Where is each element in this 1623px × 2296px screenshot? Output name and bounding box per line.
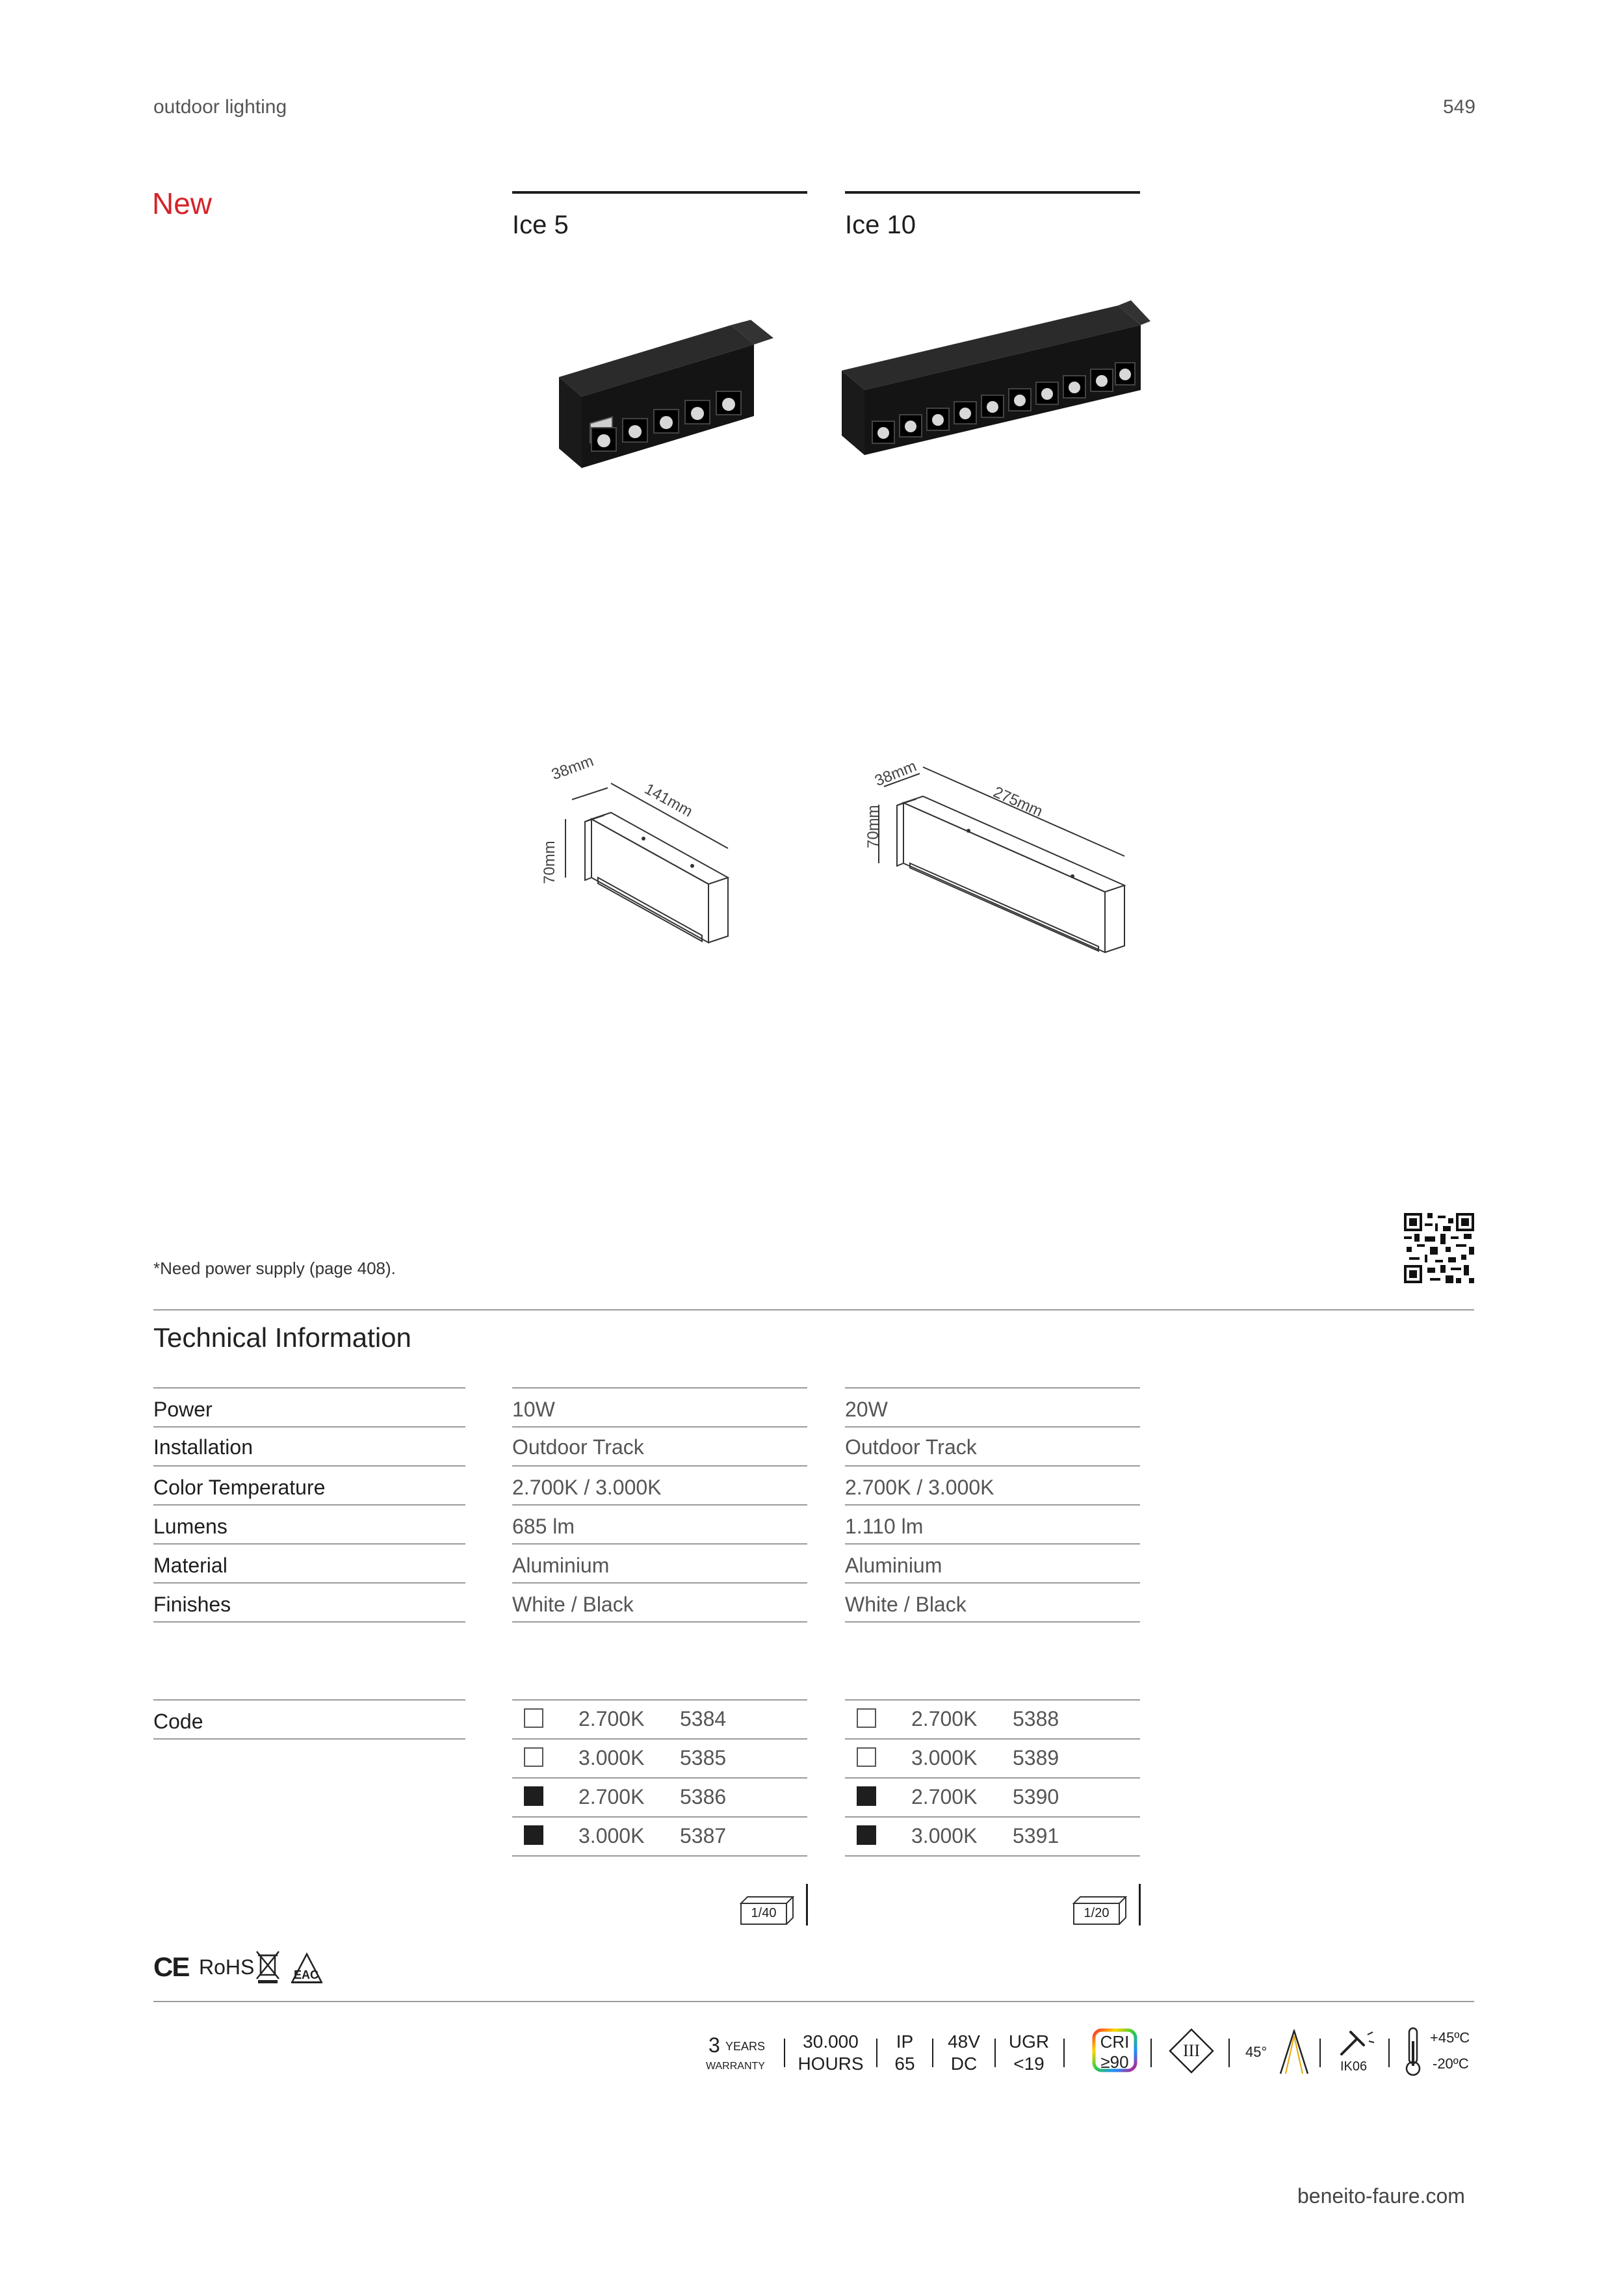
- code-label: Code: [153, 1710, 203, 1733]
- protection-class-icon: III: [1169, 2028, 1214, 2074]
- ice5-code-temp: 2.700K: [578, 1707, 645, 1730]
- ice10-packaging-qty: 1/20: [1084, 1906, 1110, 1920]
- temp-max: +45ºC: [1430, 2029, 1470, 2046]
- section-title: outdoor lighting: [153, 96, 287, 118]
- packaging-box-icon: [1072, 1896, 1124, 1923]
- ice5-lumens: 685 lm: [512, 1515, 575, 1538]
- ice10-code-temp: 2.700K: [911, 1707, 978, 1730]
- ice10-code-number: 5390: [1013, 1785, 1059, 1808]
- ice10-finishes: White / Black: [845, 1593, 967, 1616]
- warranty-number: 3: [708, 2033, 720, 2057]
- thermometer-icon: [1404, 2027, 1422, 2076]
- ugr-rating: UGR <19: [1008, 2031, 1050, 2074]
- ice10-code-number: 5388: [1013, 1707, 1059, 1730]
- ik-rating: IK06: [1340, 2059, 1368, 2074]
- ice5-code-temp: 3.000K: [578, 1824, 645, 1847]
- ice10-material: Aluminium: [845, 1554, 942, 1577]
- ice5-depth-label: 38mm: [549, 752, 596, 784]
- finish-swatch-black: [857, 1786, 876, 1806]
- ice10-height-label: 70mm: [864, 805, 882, 848]
- ice10-code-number: 5391: [1013, 1824, 1059, 1847]
- weee-bin-icon: [255, 1949, 281, 1984]
- divider-features: [153, 2001, 1474, 2002]
- ice5-installation: Outdoor Track: [512, 1435, 644, 1459]
- ice5-material: Aluminium: [512, 1554, 610, 1577]
- ice10-installation: Outdoor Track: [845, 1435, 977, 1459]
- ice5-code-number: 5385: [680, 1746, 727, 1769]
- beam-angle-icon: [1278, 2029, 1310, 2075]
- product-name-ice10: Ice 10: [845, 211, 916, 239]
- ice5-finishes: White / Black: [512, 1593, 634, 1616]
- ice10-product-photo: [838, 299, 1150, 468]
- packaging-box-icon: [740, 1896, 792, 1923]
- product-rule-2: [845, 191, 1140, 194]
- website-link[interactable]: beneito-faure.com: [1297, 2184, 1465, 2208]
- tech-label-color-temperature: Color Temperature: [153, 1476, 326, 1499]
- qr-code[interactable]: [1404, 1213, 1474, 1283]
- ice5-color-temperature: 2.700K / 3.000K: [512, 1476, 662, 1499]
- ice10-code-number: 5389: [1013, 1746, 1059, 1769]
- finish-swatch-white: [524, 1747, 543, 1767]
- tech-label-material: Material: [153, 1554, 227, 1577]
- tech-label-installation: Installation: [153, 1435, 253, 1459]
- ip-rating: IP 65: [894, 2031, 915, 2074]
- technical-info-title: Technical Information: [153, 1322, 411, 1353]
- ice5-code-number: 5387: [680, 1824, 727, 1847]
- ice10-power: 20W: [845, 1398, 888, 1421]
- beam-angle-value: 45°: [1245, 2044, 1267, 2060]
- new-badge: New: [152, 187, 213, 220]
- ice5-power: 10W: [512, 1398, 555, 1421]
- ice10-color-temperature: 2.700K / 3.000K: [845, 1476, 994, 1499]
- ice10-code-temp: 3.000K: [911, 1746, 978, 1769]
- tech-label-power: Power: [153, 1398, 213, 1421]
- warranty-sub: WARRANTY: [706, 2061, 765, 2072]
- ice5-packaging-qty: 1/40: [751, 1906, 777, 1920]
- cri-badge: CRI ≥90: [1092, 2028, 1137, 2072]
- lifetime-hours: 30.000 HOURS: [798, 2031, 864, 2074]
- ice5-product-photo: [559, 319, 773, 475]
- ice10-depth-label: 38mm: [872, 757, 919, 790]
- temp-min: -20ºC: [1433, 2055, 1469, 2072]
- ice5-code-temp: 2.700K: [578, 1785, 645, 1808]
- finish-swatch-white: [524, 1708, 543, 1728]
- ice5-height-label: 70mm: [541, 841, 558, 884]
- finish-swatch-black: [524, 1825, 543, 1845]
- eac-mark: EAC: [290, 1951, 324, 1984]
- tech-label-finishes: Finishes: [153, 1593, 231, 1616]
- ice5-code-temp: 3.000K: [578, 1746, 645, 1769]
- finish-swatch-white: [857, 1708, 876, 1728]
- ice5-code-number: 5384: [680, 1707, 727, 1730]
- page-number: 549: [1443, 96, 1476, 118]
- tech-label-lumens: Lumens: [153, 1515, 227, 1538]
- ce-mark: CE: [153, 1951, 189, 1982]
- warranty-unit: YEARS: [725, 2040, 766, 2053]
- ice5-code-number: 5386: [680, 1785, 727, 1808]
- ice5-dimension-drawing: [539, 748, 747, 975]
- product-name-ice5: Ice 5: [512, 211, 569, 239]
- finish-swatch-white: [857, 1747, 876, 1767]
- ice10-code-temp: 3.000K: [911, 1824, 978, 1847]
- product-rule-1: [512, 191, 807, 194]
- rohs-mark: RoHS: [199, 1955, 255, 1979]
- footnote: *Need power supply (page 408).: [153, 1259, 396, 1278]
- impact-hammer-icon: [1338, 2028, 1377, 2058]
- ice10-lumens: 1.110 lm: [845, 1515, 924, 1538]
- ice10-length-label: 275mm: [991, 783, 1046, 821]
- voltage: 48V DC: [948, 2031, 980, 2074]
- ice10-code-temp: 2.700K: [911, 1785, 978, 1808]
- finish-swatch-black: [524, 1786, 543, 1806]
- divider-technical: [153, 1309, 1474, 1311]
- finish-swatch-black: [857, 1825, 876, 1845]
- ice5-length-label: 141mm: [641, 780, 695, 821]
